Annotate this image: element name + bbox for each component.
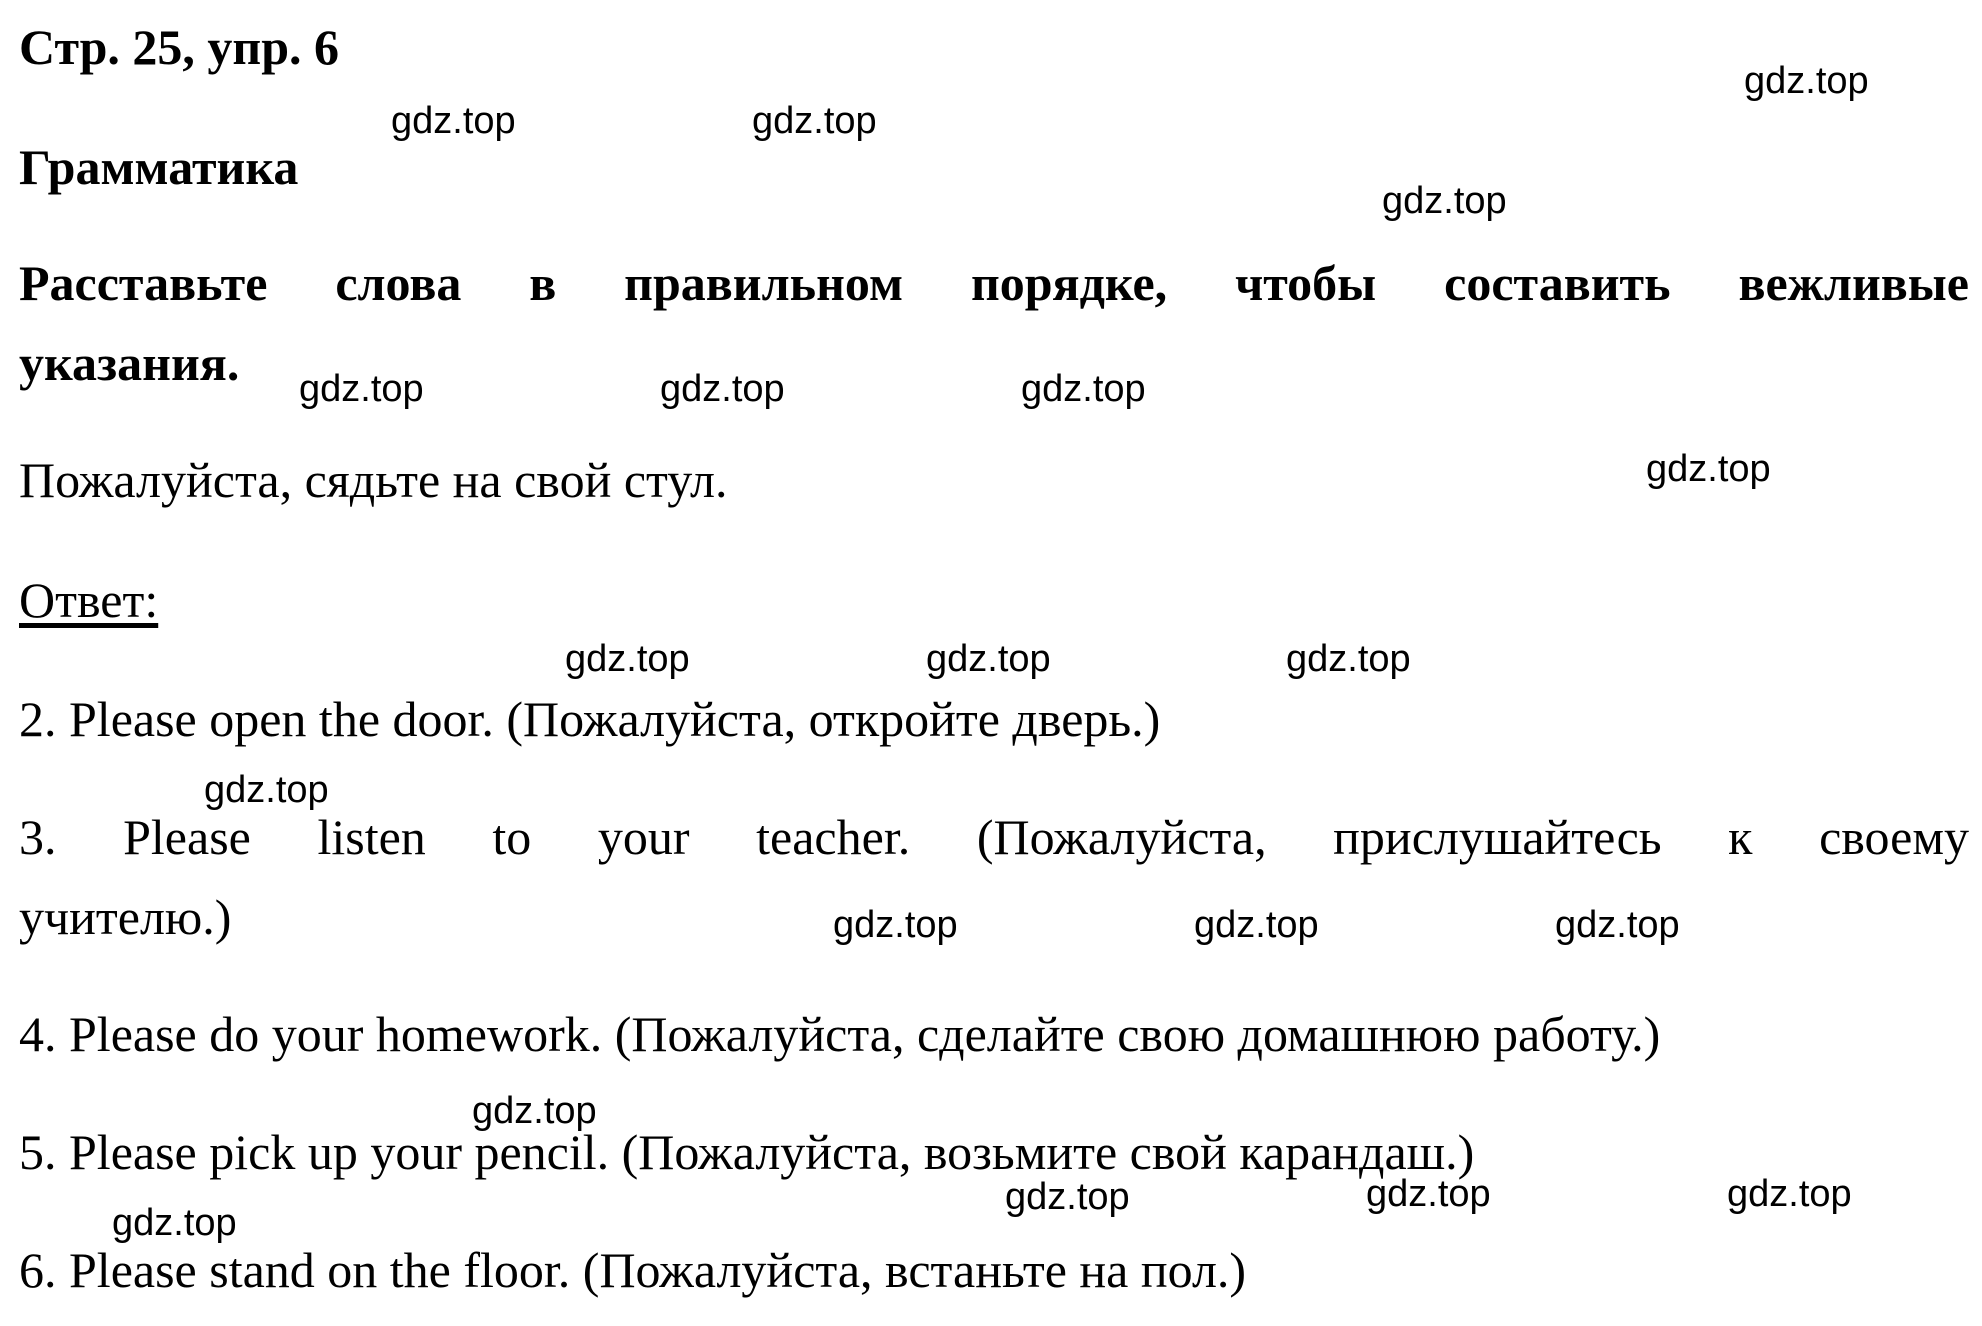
watermark: gdz.top	[1366, 1173, 1491, 1215]
watermark: gdz.top	[1646, 448, 1771, 490]
watermark: gdz.top	[1555, 904, 1680, 946]
watermark: gdz.top	[1005, 1176, 1130, 1218]
watermark: gdz.top	[1744, 60, 1869, 102]
watermark: gdz.top	[1382, 180, 1507, 222]
answer-item-2: 2. Please open the door. (Пожалуйста, откройте дверь.)	[19, 691, 1161, 747]
watermark: gdz.top	[1021, 368, 1146, 410]
answer-item-3: 3. Please listen to your teacher. (Пожалуйста, прислушайтесь к своему	[19, 809, 1969, 865]
watermark: gdz.top	[565, 638, 690, 680]
watermark: gdz.top	[660, 368, 785, 410]
task-instruction-line-2: указания.	[19, 335, 240, 391]
answer-item-3-continued: учителю.)	[19, 889, 232, 945]
page-title: Стр. 25, упр. 6	[19, 19, 340, 75]
watermark: gdz.top	[204, 769, 329, 811]
watermark: gdz.top	[926, 638, 1051, 680]
section-heading: Грамматика	[19, 139, 299, 195]
task-instruction-line-1: Расставьте слова в правильном порядке, чтобы составить вежливые	[19, 255, 1969, 311]
watermark: gdz.top	[752, 100, 877, 142]
answer-label: Ответ:	[19, 572, 159, 628]
watermark: gdz.top	[1727, 1173, 1852, 1215]
answer-item-4: 4. Please do your homework. (Пожалуйста, сделайте свою домашнюю работу.)	[19, 1006, 1661, 1062]
answer-item-6: 6. Please stand on the floor. (Пожалуйста, встаньте на пол.)	[19, 1242, 1247, 1298]
watermark: gdz.top	[391, 100, 516, 142]
watermark: gdz.top	[1286, 638, 1411, 680]
example-sentence: Пожалуйста, сядьте на свой стул.	[19, 452, 728, 508]
watermark: gdz.top	[472, 1090, 597, 1132]
answer-item-5: 5. Please pick up your pencil. (Пожалуйста, возьмите свой карандаш.)	[19, 1124, 1475, 1180]
watermark: gdz.top	[112, 1202, 237, 1244]
watermark: gdz.top	[299, 368, 424, 410]
watermark: gdz.top	[1194, 904, 1319, 946]
watermark: gdz.top	[833, 904, 958, 946]
